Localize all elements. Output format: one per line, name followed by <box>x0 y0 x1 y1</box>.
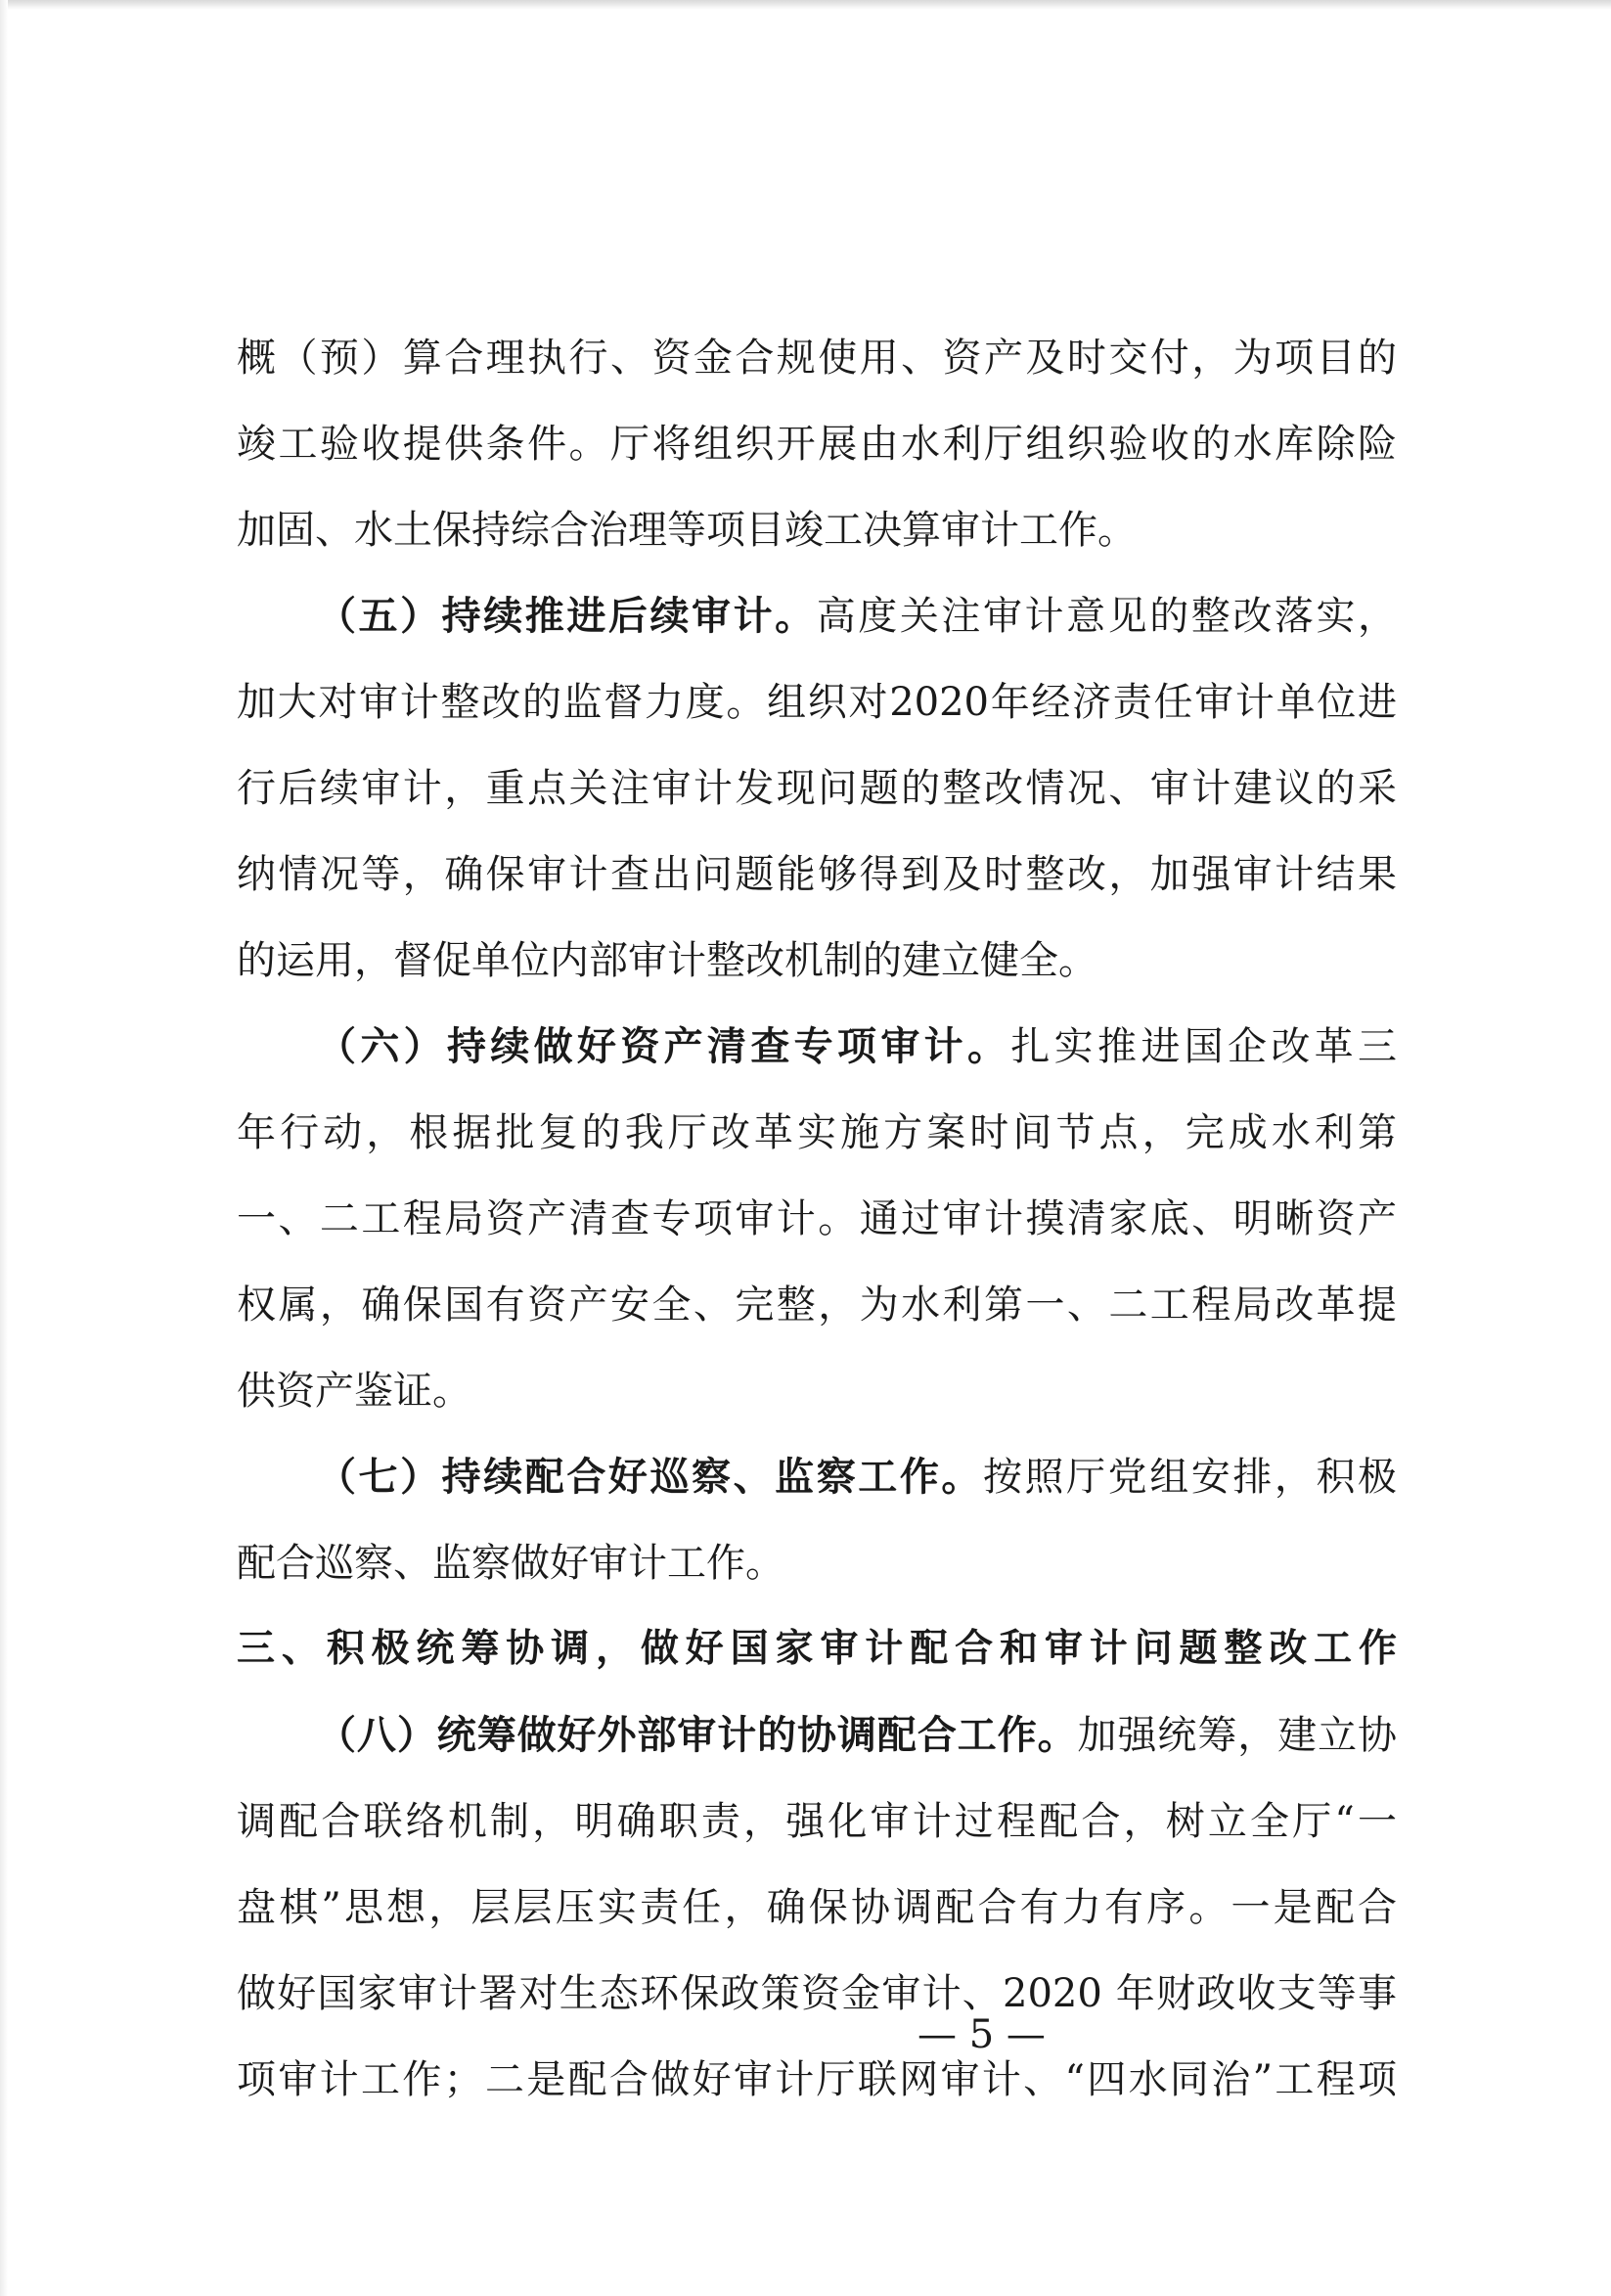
paragraph-title: （七）持续配合好巡察、监察工作。 <box>317 1455 983 1500</box>
paragraph-title: （八）统筹做好外部审计的协调配合工作。 <box>317 1713 1078 1758</box>
paragraph-text: 加强统筹，建立协 <box>1077 1713 1397 1758</box>
paragraph-last-line: 配合巡察、监察做好审计工作。 <box>237 1541 784 1586</box>
paragraph-line: 年行动，根据批复的我厅改革实施方案时间节点，完成水利第 <box>237 1110 1397 1155</box>
paragraph-line: 调配合联络机制，明确职责，强化审计过程配合，树立全厅“一 <box>237 1799 1397 1844</box>
paragraph-first-line <box>237 573 1397 659</box>
scan-edge-left <box>0 0 8 2296</box>
paragraph-first-line <box>237 1434 1397 1520</box>
document-body <box>237 315 1397 2123</box>
paragraph-line: 概（预）算合理执行、资金合规使用、资产及时交付，为项目的 <box>237 336 1397 381</box>
paragraph-line: 行后续审计，重点关注审计发现问题的整改情况、审计建议的采 <box>237 766 1397 811</box>
paragraph-line: 权属，确保国有资产安全、完整，为水利第一、二工程局改革提 <box>237 1283 1397 1328</box>
paragraph-line: 一、二工程局资产清查专项审计。通过审计摸清家底、明晰资产 <box>237 1196 1397 1241</box>
paragraph-title: （五）持续推进后续审计。 <box>317 594 817 639</box>
paragraph-line: 做好国家审计署对生态环保政策资金审计、2020 年财政收支等事 <box>237 1971 1397 2016</box>
paragraph-line: 加大对审计整改的监督力度。组织对2020年经济责任审计单位进 <box>237 680 1397 725</box>
paragraph-last-line: 供资产鉴证。 <box>237 1369 471 1414</box>
paragraph-title: （六）持续做好资产清查专项审计。 <box>317 1024 1011 1069</box>
paragraph-text: 高度关注审计意见的整改落实， <box>816 594 1397 639</box>
paragraph-first-line <box>237 1692 1397 1778</box>
scan-edge-top <box>0 0 1611 10</box>
section-heading: 三、积极统筹协调，做好国家审计配合和审计问题整改工作 <box>237 1627 1397 1671</box>
paragraph-last-line: 加固、水土保持综合治理等项目竣工决算审计工作。 <box>237 508 1137 553</box>
paragraph-text: 按照厅党组安排，积极 <box>982 1455 1397 1500</box>
paragraph-line: 纳情况等，确保审计查出问题能够得到及时整改，加强审计结果 <box>237 852 1397 897</box>
page-number: — 5 — <box>917 2012 1046 2057</box>
paragraph-line: 竣工验收提供条件。厅将组织开展由水利厅组织验收的水库除险 <box>237 422 1397 467</box>
paragraph-text: 扎实推进国企改革三 <box>1010 1024 1397 1069</box>
paragraph-line: 项审计工作；二是配合做好审计厅联网审计、“四水同治”工程项 <box>237 2057 1397 2102</box>
paragraph-last-line: 的运用，督促单位内部审计整改机制的建立健全。 <box>237 938 1097 983</box>
paragraph-line: 盘棋”思想，层层压实责任，确保协调配合有力有序。一是配合 <box>237 1885 1397 1930</box>
paragraph-first-line <box>237 1004 1397 1090</box>
